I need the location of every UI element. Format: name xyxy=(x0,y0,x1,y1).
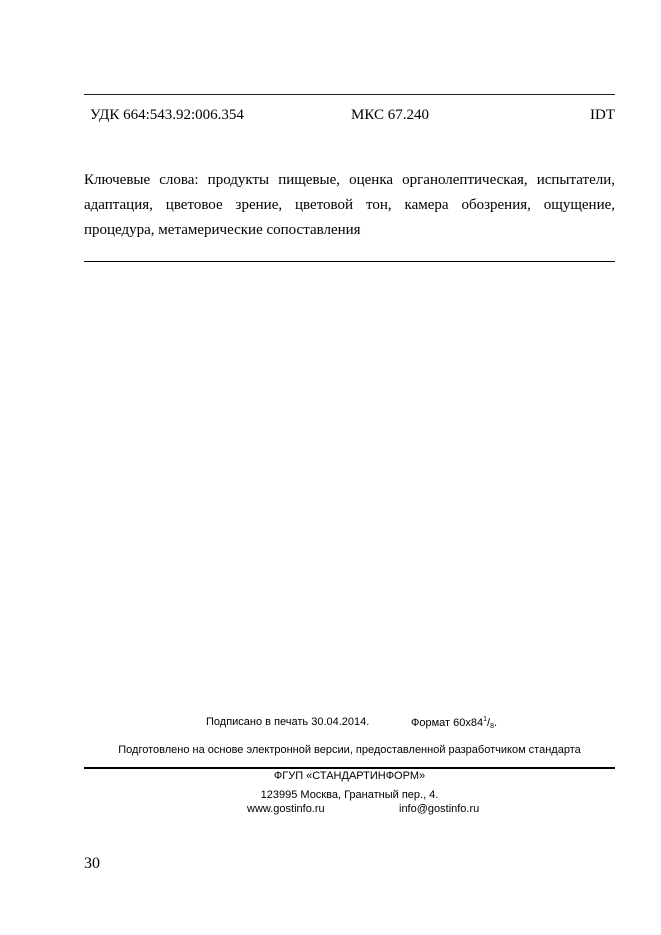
publisher-website: www.gostinfo.ru xyxy=(247,803,325,815)
format-prefix: Формат 60x84 xyxy=(411,717,484,729)
keywords-paragraph: Ключевые слова: продукты пищевые, оценка органолептическая, испытатели, адаптация, цветовое зрение, цветовой тон, камера обозрения, ощущение, процедура, метамерические сопоставления xyxy=(84,172,615,238)
keywords-divider xyxy=(84,261,615,262)
print-info xyxy=(84,716,615,732)
udk-code: УДК 664:543.92:006.354 xyxy=(90,107,244,123)
mks-code: МКС 67.240 xyxy=(351,107,429,123)
format-suffix: . xyxy=(493,717,498,729)
signed-for-print: Подписано в печать 30.04.2014. xyxy=(206,716,370,728)
top-divider xyxy=(84,94,615,95)
page-number: 30 xyxy=(84,855,100,872)
publisher-contacts xyxy=(84,803,615,819)
format-denominator: 8 xyxy=(490,723,494,730)
format-numerator: 1 xyxy=(483,716,488,723)
paper-format: Формат $60x84^1/_8$. xyxy=(411,716,498,730)
prepared-note: Подготовлено на основе электронной версии, предоставленной разработчиком стандарта xyxy=(118,744,581,756)
publisher-email: info@gostinfo.ru xyxy=(399,803,480,815)
publisher-divider xyxy=(84,767,615,769)
classification-line xyxy=(90,107,615,127)
conformity-degree: IDT xyxy=(590,107,615,123)
publisher-address: 123995 Москва, Гранатный пер., 4. xyxy=(260,789,439,801)
publisher-name: ФГУП «СТАНДАРТИНФОРМ» xyxy=(273,770,426,782)
